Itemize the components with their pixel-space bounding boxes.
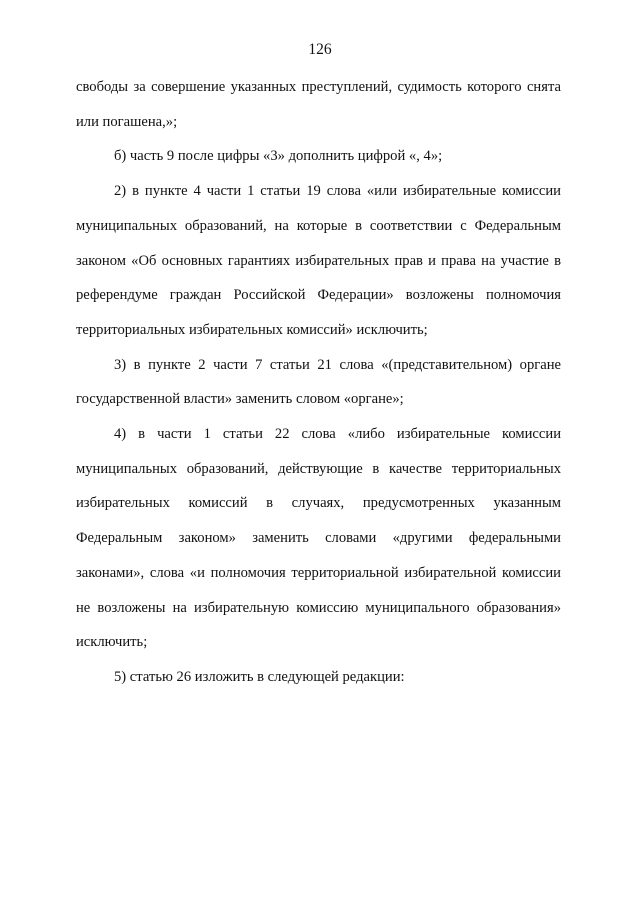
page-number: 126 xyxy=(308,41,332,58)
paragraph-continuation: свободы за совершение указанных преступлений, судимость которого снята или погашена,»; xyxy=(76,79,561,130)
paragraph-item-5: 5) статью 26 изложить в следующей редакции: xyxy=(114,668,405,685)
paragraph-item-b: б) часть 9 после цифры «3» дополнить цифрой «, 4»; xyxy=(114,148,443,165)
paragraph-item-4: 4) в части 1 статьи 22 слова «либо избирательные комиссии муниципальных образований, действующие в качестве территориальных избирательных комиссий в случаях, предусмотренных указанным Федеральным законом» заменить словами «другими федеральными законами», слова «и полномочия территориальной избирательной комиссии не возложены на избирательную комиссию муниципального образования» исключить; xyxy=(76,426,561,651)
paragraph-item-3: 3) в пункте 2 части 7 статьи 21 слова «(представительном) органе государственной власти» заменить словом «органе»; xyxy=(76,356,561,408)
paragraph-item-2: 2) в пункте 4 части 1 статьи 19 слова «или избирательные комиссии муниципальных образований, на которые в соответствии с Федеральным законом «Об основных гарантиях избирательных прав и права на участие в референдуме граждан Российской Федерации» возложены полномочия территориальных избирательных комиссий» исключить; xyxy=(76,183,561,338)
document-body xyxy=(76,70,561,695)
